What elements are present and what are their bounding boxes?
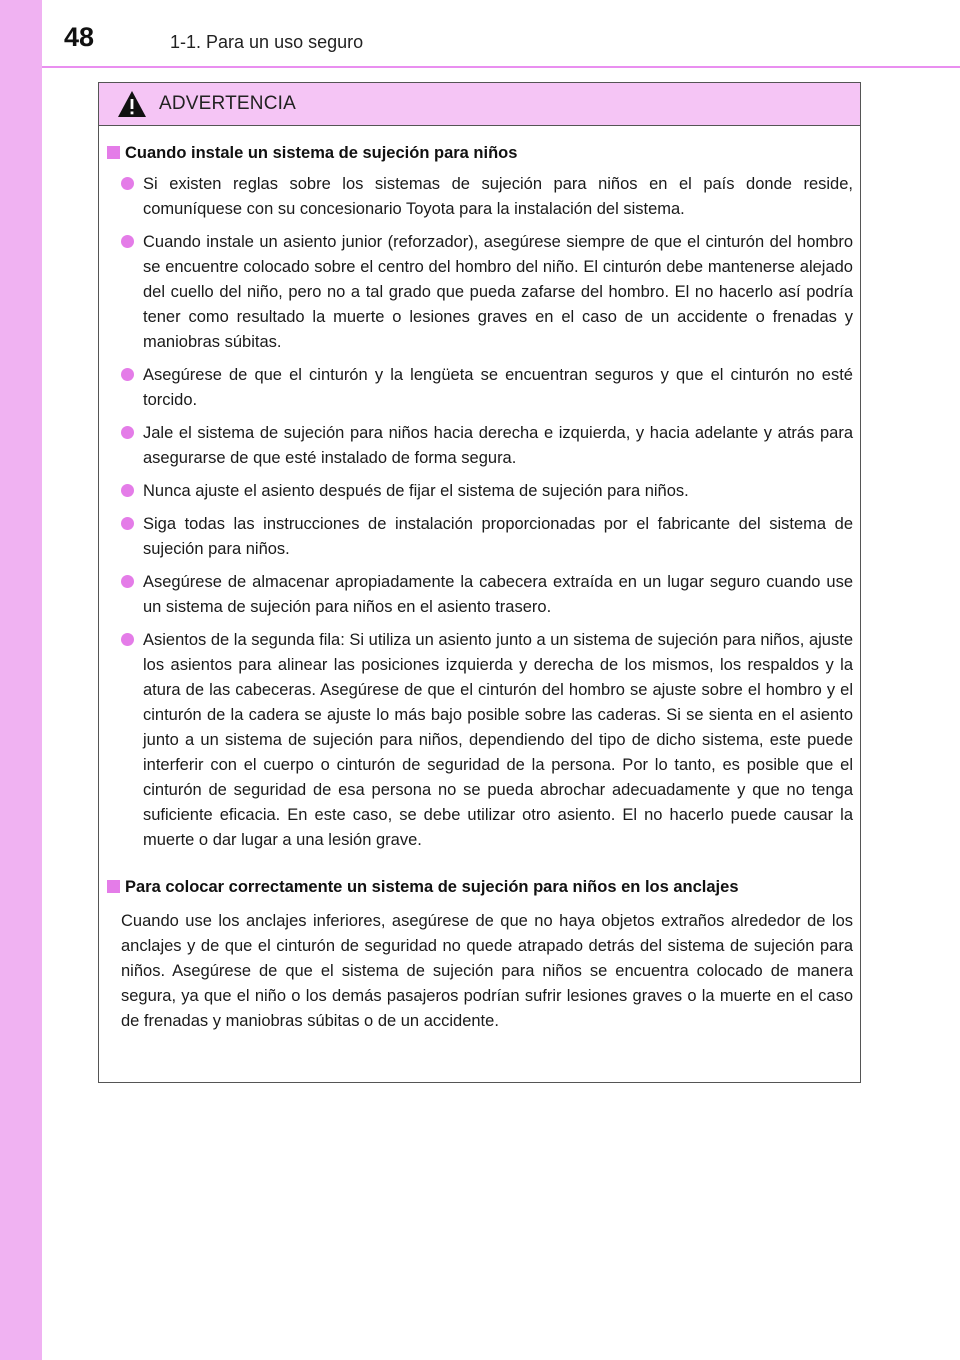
warning-box (98, 82, 861, 1083)
square-bullet-icon (107, 146, 120, 159)
round-bullet-icon (121, 575, 134, 588)
list-item (121, 230, 853, 355)
list-item-text: Si existen reglas sobre los sistemas de sujeción para niños en el país donde reside, comuníquese con su concesionario Toyota para la instalación del sistema. (143, 175, 853, 218)
side-color-band (0, 0, 42, 1360)
section-title: 1-1. Para un uso seguro (170, 32, 364, 52)
list-item-text: Asegúrese de que el cinturón y la lengüeta se encuentran seguros y que el cinturón no esté torcido. (143, 366, 853, 409)
round-bullet-icon (121, 633, 134, 646)
list-item-text: Nunca ajuste el asiento después de fijar el sistema de sujeción para niños. (143, 482, 689, 500)
subheading-install-text: Cuando instale un sistema de sujeción para niños (125, 144, 518, 162)
list-item-text: Asegúrese de almacenar apropiadamente la cabecera extraída en un lugar seguro cuando use un sistema de sujeción para niños en el asiento trasero. (143, 573, 853, 616)
warning-header (99, 83, 860, 126)
list-item (121, 172, 853, 222)
round-bullet-icon (121, 235, 134, 248)
subheading-anchors (107, 878, 739, 897)
list-item (121, 479, 853, 504)
subheading-anchors-text: Para colocar correctamente un sistema de sujeción para niños en los anclajes (125, 878, 739, 896)
warning-title: ADVERTENCIA (159, 93, 296, 114)
round-bullet-icon (121, 177, 134, 190)
list-item (121, 512, 853, 562)
list-item-text: Jale el sistema de sujeción para niños hacia derecha e izquierda, y hacia adelante y atrás para asegurarse de que esté instalado de forma segura. (143, 424, 853, 467)
anchors-paragraph: Cuando use los anclajes inferiores, asegúrese de que no haya objetos extraños alrededor de los anclajes y de que el cinturón de seguridad no quede atrapado detrás del sistema de sujeción para niños. Asegúrese de que el sistema de sujeción para niños se encuentra colocado de manera segura, ya que el niño o los demás pasajeros podrían sufrir lesiones graves o la muerte en el caso de frenadas y maniobras súbitas o de un accidente. (121, 912, 853, 1030)
square-bullet-icon (107, 880, 120, 893)
list-item (121, 570, 853, 620)
round-bullet-icon (121, 426, 134, 439)
page-header (42, 0, 960, 66)
round-bullet-icon (121, 368, 134, 381)
page-number: 48 (64, 22, 95, 52)
list-item (121, 363, 853, 413)
round-bullet-icon (121, 484, 134, 497)
list-item (121, 628, 853, 853)
list-item-text: Siga todas las instrucciones de instalación proporcionadas por el fabricante del sistema de sujeción para niños. (143, 515, 853, 558)
round-bullet-icon (121, 517, 134, 530)
subheading-install (107, 144, 517, 163)
warning-triangle-icon (117, 90, 147, 118)
list-item-text: Cuando instale un asiento junior (reforzador), asegúrese siempre de que el cinturón del hombro se encuentre colocado sobre el centro del hombro del niño. El cinturón debe mantenerse alejado del cuello del niño, pero no a tal grado que pueda zafarse del hombro. El no hacerlo así podría tener como resultado la muerte o lesiones graves en el caso de un accidente o frenadas y maniobras súbitas. (143, 233, 853, 351)
header-rule (42, 66, 960, 68)
list-item (121, 421, 853, 471)
list-item-text: Asientos de la segunda fila: Si utiliza un asiento junto a un sistema de sujeción para niños, ajuste los asientos para alinear las posiciones izquierda y derecha de los mismos, los respaldos y la atura de las cabeceras. Asegúrese de que el cinturón del hombro se ajuste sobre el hombro y el cinturón de la cadera se ajuste lo más bajo posible sobre las caderas. Si se sienta en el asiento junto a un sistema de sujeción para niños, dependiendo del tipo de dicho sistema, este puede interferir con el cuerpo o cinturón de seguridad de la persona. Por lo tanto, es posible que el cinturón de seguridad de esa persona no se pueda abrochar adecuadamente y que no tenga suficiente eficacia. En este caso, se debe utilizar otro asiento. El no hacerlo puede causar la muerte o dar lugar a una lesión grave. (143, 631, 853, 849)
